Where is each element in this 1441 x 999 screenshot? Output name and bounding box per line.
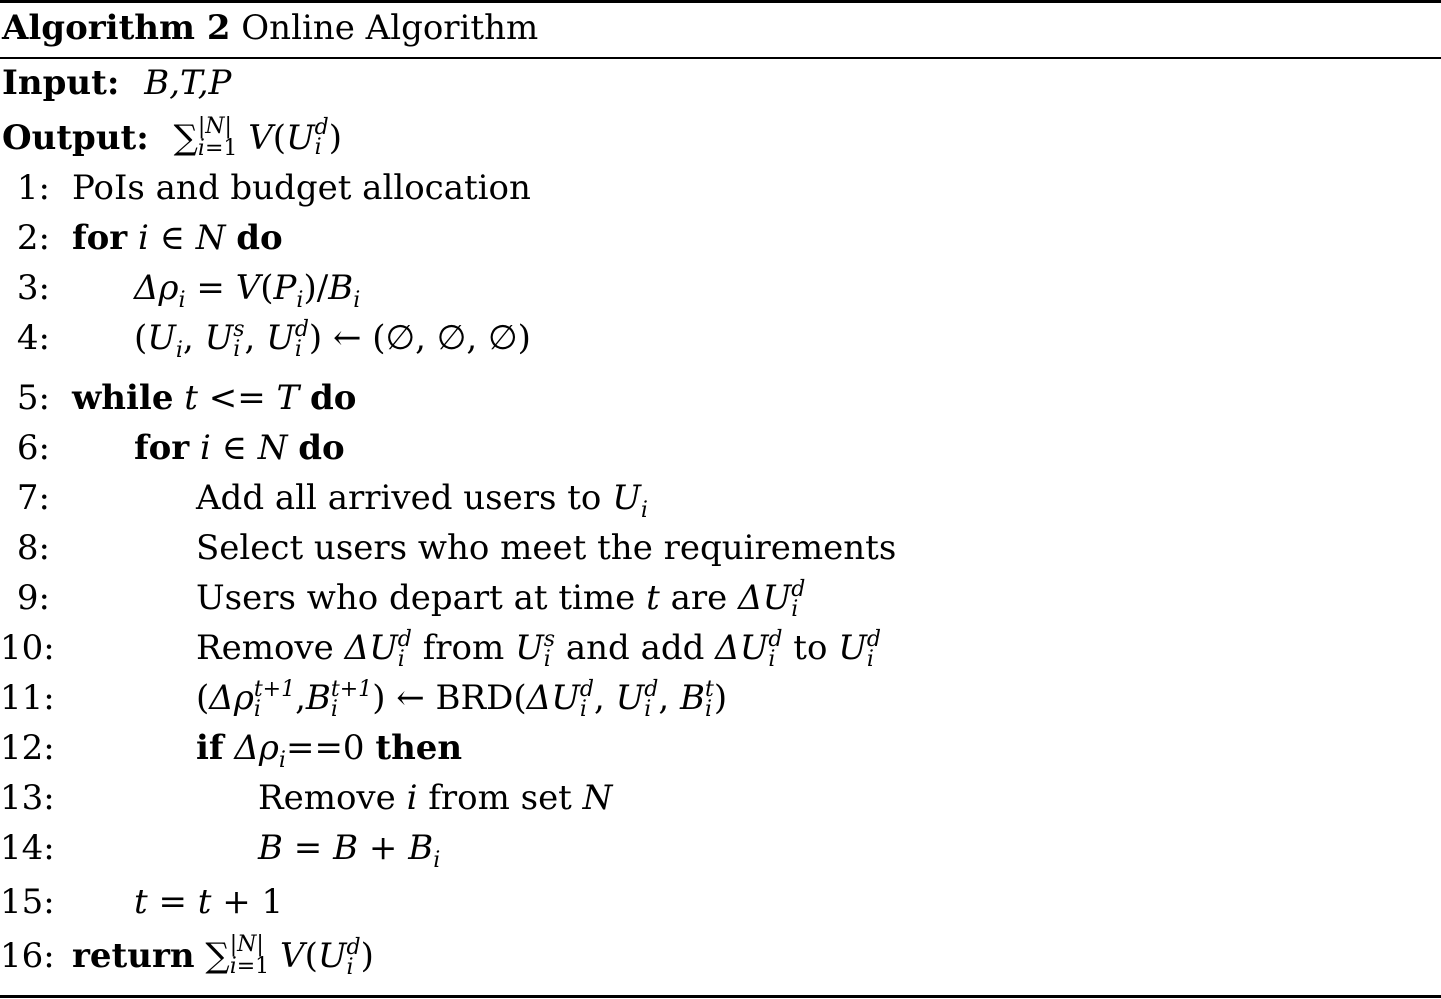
line-number: 5: [16,378,50,418]
line-text: for i ∈ N do [134,428,345,468]
algo-line-13 [0,778,1441,818]
line-number: 6: [16,428,50,468]
line-number: 8: [16,528,50,568]
line-text: Remove i from set N [258,778,613,818]
line-number: 7: [16,478,50,518]
algo-line-15 [0,882,1441,922]
output-label: Output: [2,118,149,158]
input-label: Input: [2,63,120,103]
line-text: return ∑ |N| i=1 V(U d i ) [72,932,374,980]
line-number: 12: [0,728,55,768]
line-text: if $\Delta\rho_i==0$ then [196,728,463,773]
line-text: ($U_i$, U s i , U d i ) ← (∅, ∅, ∅) [134,317,531,363]
algo-line-1 [0,168,1441,208]
line-number: 4: [16,318,50,358]
line-text: Users who depart at time t are ΔU d i [196,577,806,622]
line-number: 10: [0,628,55,668]
line-text: (Δρ t+1 i ,B t+1 i ) ← BRD(ΔU d i , U d i , B t i ) [196,677,728,722]
line-number: 15: [0,882,55,922]
algo-line-2 [0,218,1441,258]
line-text: while t <= T do [72,378,357,418]
line-number: 9: [16,578,50,618]
line-text: $\Delta\rho_i = V(P_i)/B_i$ [134,268,361,313]
top-rule [0,0,1441,3]
algo-line-9 [0,577,1441,622]
input-line [0,63,1441,103]
line-text: Select users who meet the requirements [196,528,897,568]
line-text: Add all arrived users to $U_i$ [196,478,648,523]
bottom-rule [0,995,1441,998]
caption-rule [0,57,1441,59]
line-text: Remove ΔU d i from U s i and add ΔU d i to U d i [196,627,881,672]
line-text: $B = B + B_i$ [258,828,441,873]
output-value: ∑ |N| i=1 V(U d i ) [173,114,343,161]
algo-line-12 [0,728,1441,773]
line-number: 16: [0,936,55,976]
line-number: 3: [16,268,50,308]
input-value: B,T,P [144,63,232,103]
line-number: 1: [16,168,50,208]
algo-line-3 [0,268,1441,313]
algo-line-8 [0,528,1441,568]
algo-line-11 [0,677,1441,722]
line-text: PoIs and budget allocation [72,168,531,208]
algo-line-5 [0,378,1441,418]
algo-line-16 [0,932,1441,980]
line-text: for i ∈ N do [72,218,283,258]
caption-title: Online Algorithm [241,8,539,48]
algo-line-4 [0,317,1441,363]
line-text: t = t + 1 [134,882,284,922]
algorithm-caption [0,8,1441,48]
line-number: 13: [0,778,55,818]
line-number: 11: [0,678,55,718]
line-number: 14: [0,828,55,868]
line-number: 2: [16,218,50,258]
algo-line-6 [0,428,1441,468]
algo-line-10 [0,627,1441,672]
algo-line-14 [0,828,1441,873]
output-line [0,114,1441,161]
caption-label: Algorithm 2 [2,8,231,48]
algo-line-7 [0,478,1441,523]
